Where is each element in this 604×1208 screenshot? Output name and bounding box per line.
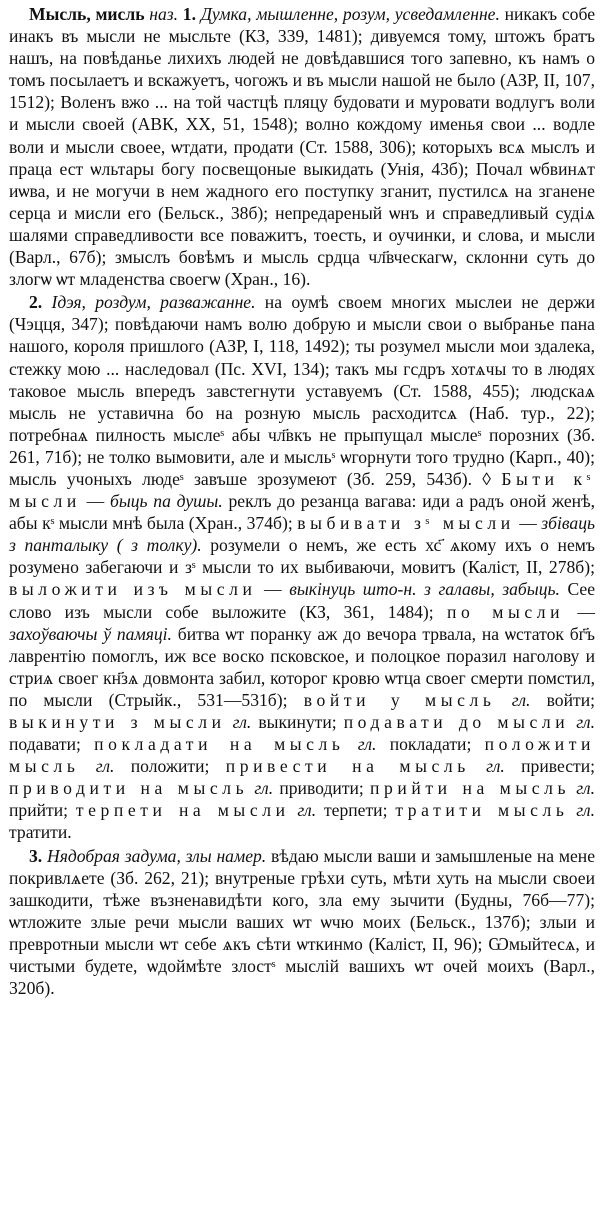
- spaced-phrase: покладати на мысль: [94, 734, 345, 755]
- text-run: положити;: [130, 756, 226, 777]
- spaced-phrase: подавати до мысли: [343, 712, 570, 732]
- text-run: выкинути;: [258, 712, 344, 732]
- spaced-phrase: по мысли: [446, 601, 565, 622]
- spaced-phrase: приводити на мысль: [9, 778, 249, 799]
- text-run: —: [256, 579, 290, 600]
- text-run: реклъ до резанца вагава: иди а радъ оной женѣ, абы кˢ мысли мнѣ была (Хран., 374б);: [9, 491, 596, 534]
- italic-run: гл.: [568, 800, 596, 821]
- italic-run: гл.: [79, 756, 131, 777]
- text-run: на оумѣ своем многих мыслеи не держи (Чэцця, 347); повѣдаючи намъ волю добрую и мысли свои о выбранье пана нашого, короля пришлого (АЗР, I, 118, 1492); ты розумел мысли мои здалека, стежку мою ... наследовал (Пс. XVI, 134); такъ мы гсдръ хотѧчы то в людях таковое мысль впередъ завстегнути уставуемъ (Ст. 1588, 455); людскаѧ мысль не уставична бо на розную мысль расходитсѧ (Наб. тур., 22); потребнаѧ пилность мыслеˢ абы чл҃вкъ не прыпущал мыслеˢ порозних (Зб. 261, 71б); не толко вымовити, але и мысльˢ ѡгорнути того трудно (Карп., 40); мысль учоныхъ людеˢ завъше зрозумеют (Зб. 259, 543б). ◊: [9, 292, 595, 489]
- text-run: привести;: [521, 756, 596, 777]
- text-run: покладати;: [389, 734, 485, 755]
- text-run: битва ѡт поранку аж до вечора трвала, на ѡстаток бг҃ъ лаврентію помоглъ, иж все воско псковское, и полоцкое поразил наголову и стриѧ своег кн҃зѧ довмонта забил, которог кровю ѡтца своег смерти помстил, по мысли (Стрыйк., 531—531б);: [9, 623, 595, 710]
- entry-sense-2: [9, 291, 595, 843]
- entry-sense-1: [9, 3, 595, 290]
- italic-run: Нядобрая задума, злы намер.: [46, 845, 267, 866]
- spaced-phrase: тратити мысль: [395, 800, 569, 821]
- text-run: приводити;: [279, 778, 371, 799]
- italic-run: гл.: [569, 712, 595, 732]
- italic-run: гл.: [570, 778, 596, 799]
- italic-run: збіваць з панталыку ( з толку).: [9, 513, 596, 556]
- bold-run: 2.: [29, 292, 52, 313]
- text-run: Сее слово изъ мысли собе выложите (КЗ, 361, 1484);: [9, 579, 596, 622]
- bold-run: 1.: [182, 4, 201, 24]
- italic-run: гл.: [344, 734, 390, 755]
- spaced-phrase: выкинути з мысли: [9, 712, 226, 732]
- italic-run: захоўваючы ў памяці.: [9, 623, 172, 644]
- italic-run: наз.: [144, 4, 183, 24]
- italic-run: гл.: [495, 689, 547, 710]
- spaced-phrase: положити мысль: [9, 734, 595, 777]
- italic-run: гл.: [469, 756, 522, 777]
- bold-run: 3.: [29, 845, 47, 866]
- text-run: подавати;: [9, 734, 95, 755]
- text-run: прийти;: [9, 800, 76, 821]
- italic-run: гл.: [248, 778, 280, 799]
- text-run: розумели о немъ, же есть хс҃ ѧкому ихъ о немъ розумено забегаючи и зˢ мысли то их выбиваючи, мовитъ (Каліст, II, 278б);: [9, 535, 595, 578]
- spaced-phrase: привести на мысль: [225, 756, 470, 777]
- italic-run: выкінуць што-н. з галавы, забыць.: [289, 579, 560, 600]
- spaced-phrase: выложити изъ мысли: [9, 579, 257, 600]
- italic-run: гл.: [225, 712, 259, 732]
- italic-run: быць па душы.: [109, 491, 223, 512]
- italic-run: Ідэя, роздум, разважанне.: [51, 292, 256, 313]
- spaced-phrase: войти у мысль: [303, 689, 496, 710]
- bold-run: Мысль, мисль: [29, 4, 145, 24]
- text-run: —: [514, 513, 542, 534]
- text-run: никакъ собе инакъ въ мысли не мысльте (КЗ, 339, 1481); дивуемся тому, штожъ братъ нашъ, на повѣданье лихихъ людей не довѣдавшися того запевно, къ намъ о томъ посылаетъ и вскажуетъ, чогожъ и въ мысли нашой не было (АЗР, II, 107, 1512); Воленъ вжо ... на той частцѣ пляцу будовати и муровати водлугъ воли и мысли своей (АВК, XX, 51, 1548); волно кождому именья свои ... водле воли и мысли своее, ѡтдати, продати (Ст. 1588, 306); которыхъ всѧ мыслъ и праца ест ѡльтары богу посвещоные выкидать (Унія, 43б); Почал ѡбвинѧт иѡва, и не могучи в нем жадного его поступку зганит, пустилсѧ на зганене серца и мисли его (Бельск., 38б); непредареный ѡнъ и справедливый судіѧ шалями справедливости все поважитъ, тоесть, и оучинки, и слова, и мысли (Варл., 67б); змыслъ бовѣмъ и мысль срдца чл҃вческагѡ, склонни суть до злогѡ ѡт младенства своегѡ (Хран., 16).: [9, 4, 596, 290]
- italic-run: гл.: [289, 800, 324, 821]
- text-run: войти;: [546, 689, 596, 710]
- italic-run: Думка, мышленне, розум, усведамленне.: [200, 4, 500, 24]
- spaced-phrase: Быти кˢ мысли: [9, 468, 595, 512]
- spaced-phrase: выбивати зˢ мысли: [297, 513, 515, 534]
- text-run: терпети;: [323, 800, 396, 821]
- spaced-phrase: терпети на мысли: [75, 800, 290, 821]
- text-run: вѣдаю мысли ваши и замышленые на мене покривлѧете (Зб. 262, 21); внутреные грѣхи суть, мѣти хуть на мысли своеи зашкодити, тѣже възненавидѣти кого, зла ему зычити (Будны, 76б—77); ѡтложите злые речи мысли ваших ѡт ѡчю моих (Бельск., 137б); злыи и превротныи мысли ѡт себе ѧкъ сѣти ѡткинмо (Каліст, II, 96); Ѡмыйтесѧ, и чистыми будете, ѡдоймѣте злостˢ мыслій вашихъ ѡт очей моихъ (Варл., 320б).: [9, 845, 596, 999]
- text-run: тратити.: [9, 822, 72, 843]
- spaced-phrase: прийти на мысль: [370, 778, 571, 799]
- entry-sense-3: [9, 845, 595, 1000]
- text-run: —: [80, 491, 110, 512]
- text-run: —: [564, 601, 595, 622]
